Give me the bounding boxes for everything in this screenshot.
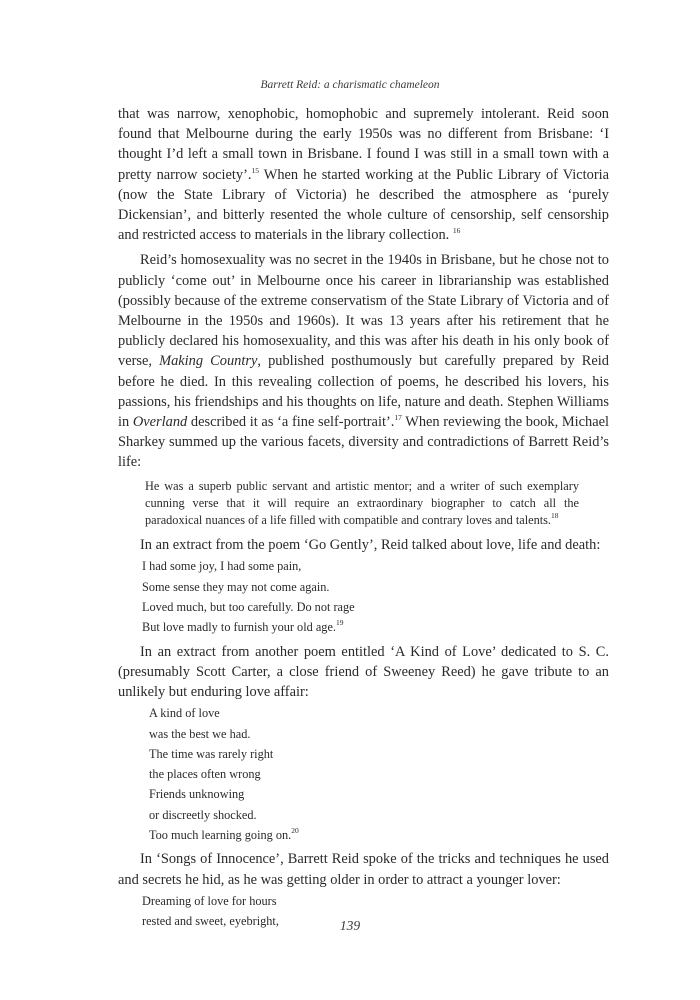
- poem-line: Some sense they may not come again.: [142, 579, 330, 594]
- running-title: Barrett Reid: a charismatic chameleon: [260, 79, 440, 91]
- poem-line: Dreaming of love for hours: [142, 893, 277, 908]
- paragraph-1: [118, 104, 609, 245]
- poem-a-kind-of-love: [118, 703, 609, 845]
- paragraph-2-text-3: described it as ‘a fine self-portrait’.: [187, 414, 395, 431]
- paragraph-3: In an extract from the poem ‘Go Gently’, Reid talked about love, life and death:: [140, 537, 601, 554]
- block-quote-text: He was a superb public servant and artistic mentor; and a writer of such exemplary cunning verse that it will require an extraordinary biographer to catch all the paradoxical nuances of a life filled with compatible and contrary loves and talents.: [145, 478, 579, 528]
- poem-line: A kind of love: [149, 706, 220, 721]
- paragraph-1-text: that was narrow, xenophobic, homophobic and supremely intolerant. Reid soon found that Melbourne during the early 1950s was no different from Brisbane: ‘I thought I’d left a small town in Brisbane. I found I was still in a small town with a pretty narrow society’.: [118, 106, 609, 183]
- poem-line: Loved much, but too carefully. Do not rage: [142, 600, 355, 615]
- footnote-ref-15: 15: [251, 165, 259, 175]
- paragraph-2-text-4: When reviewing the book, Michael Sharkey summed up the various facets, diversity and contradictions of Barrett Reid’s life:: [118, 414, 610, 471]
- paragraph-2: [118, 250, 609, 472]
- poem-line: the places often wrong: [149, 767, 261, 782]
- footnote-ref-17: 17: [394, 413, 402, 423]
- poem-line: rested and sweet, eyebright,: [142, 914, 279, 929]
- paragraph-5: In ‘Songs of Innocence’, Barrett Reid spoke of the tricks and techniques he used and secrets he hid, as he was getting older in order to attract a younger lover:: [118, 851, 609, 888]
- poem-line: was the best we had.: [149, 726, 251, 741]
- footnote-ref-18: 18: [551, 511, 559, 521]
- poem-line: [142, 617, 609, 637]
- poem-line: Friends unknowing: [149, 787, 245, 802]
- footnote-ref-19: 19: [336, 618, 344, 628]
- book-title-making-country: Making Country: [159, 353, 258, 370]
- poem-line: The time was rarely right: [149, 746, 274, 761]
- paragraph-1-text-2: When he started working at the Public Library of Victoria (now the State Library of Victoria) he described the atmosphere as ‘purely Dickensian’, and bitterly resented the whole culture of censorship, self censorship and restricted access to materials in the library collection.: [118, 166, 610, 244]
- paragraph-2-text: Reid’s homosexuality was no secret in the 1940s in Brisbane, but he chose not to publicly ‘come out’ in Melbourne once his career in librarianship was established (possibly because of the extreme conservatism of the State Library of Victoria and of Melbourne in the 1950s and 1960s). It was 13 years after his retirement that he publicly declared his homosexuality, and this was after his death in his only book of verse,: [118, 252, 609, 370]
- poem-go-gently: [118, 556, 609, 637]
- footnote-ref-16: 16: [452, 226, 461, 236]
- poem-line-text: But love madly to furnish your old age.: [142, 620, 336, 635]
- body-text: [118, 104, 609, 935]
- paragraph-2-text-2: , published posthumously but carefully prepared by Reid before he died. In this revealing collection of poems, he described his lovers, his passions, his friendships and his thoughts on life, nature and death. Stephen Williams in: [118, 353, 609, 431]
- journal-title-overland: Overland: [132, 414, 188, 431]
- footnote-ref-20: 20: [291, 826, 299, 836]
- poem-line-text: Too much learning going on.: [149, 828, 292, 843]
- block-quote-sharkey: [145, 478, 579, 530]
- page-number: 139: [339, 918, 361, 933]
- paragraph-4: In an extract from another poem entitled ‘A Kind of Love’ dedicated to S. C. (presumably Scott Carter, a close friend of Sweeney Reed) he gave tribute to an unlikely but enduring love affair:: [118, 643, 609, 701]
- poem-line: I had some joy, I had some pain,: [142, 559, 302, 574]
- poem-line: or discreetly shocked.: [149, 807, 257, 822]
- poem-line: [149, 825, 609, 845]
